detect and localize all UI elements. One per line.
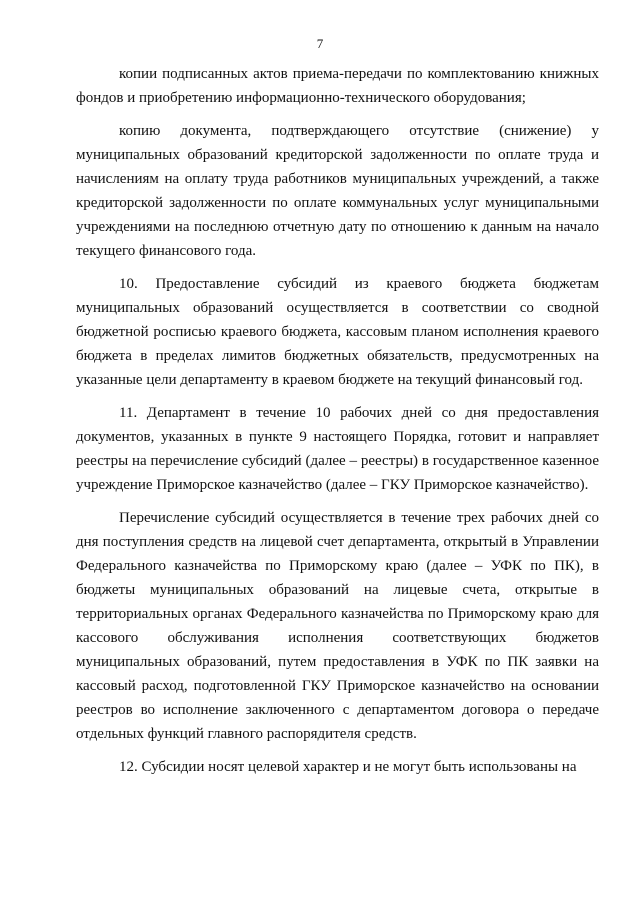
paragraph-debt-document: копию документа, подтверждающего отсутствие (снижение) у муниципальных образований кредиторской задолженности по оплате труда и начислениям на оплату труда работников муниципальных учреждений, а также кредиторской задолженности по оплате коммунальных услуг муниципальными учреждениями на последнюю отчетную дату по отношению к данным на начало текущего финансового года. bbox=[76, 123, 599, 259]
paragraph-transfer-of-subsidies: Перечисление субсидий осуществляется в течение трех рабочих дней со дня поступления средств на лицевой счет департамента, открытый в Управлении Федерального казначейства по Приморскому краю (далее – УФК по ПК), в бюджеты муниципальных образований на лицевые счета, открытые в территориальных органах Федерального казначейства по Приморскому краю для кассового обслуживания исполнения соответствующих бюджетов муниципальных образований, путем предоставления в УФК по ПК заявки на кассовый расход, подготовленной ГКУ Приморское казначейство на основании реестров во исполнение заключенного с департаментом договора о передаче отдельных функций главного распорядителя средств. bbox=[76, 510, 599, 742]
page-number: 7 bbox=[316, 36, 324, 51]
paragraph-item-10: 10. Предоставление субсидий из краевого бюджета бюджетам муниципальных образований осуществляется в соответствии со сводной бюджетной росписью краевого бюджета, кассовым планом исполнения краевого бюджета в пределах лимитов бюджетных обязательств, предусмотренных на указанные цели департаменту в краевом бюджете на текущий финансовый год. bbox=[76, 276, 599, 388]
paragraph-acts-copies: копии подписанных актов приема-передачи по комплектованию книжных фондов и приобретению информационно-технического оборудования; bbox=[76, 66, 599, 106]
paragraph-item-12: 12. Субсидии носят целевой характер и не могут быть использованы на bbox=[119, 759, 577, 775]
paragraph-item-11: 11. Департамент в течение 10 рабочих дней со дня предоставления документов, указанных в пункте 9 настоящего Порядка, готовит и направляет реестры на перечисление субсидий (далее – реестры) в государственное казенное учреждение Приморское казначейство (далее – ГКУ Приморское казначейство). bbox=[76, 405, 599, 493]
document-body bbox=[76, 62, 599, 779]
